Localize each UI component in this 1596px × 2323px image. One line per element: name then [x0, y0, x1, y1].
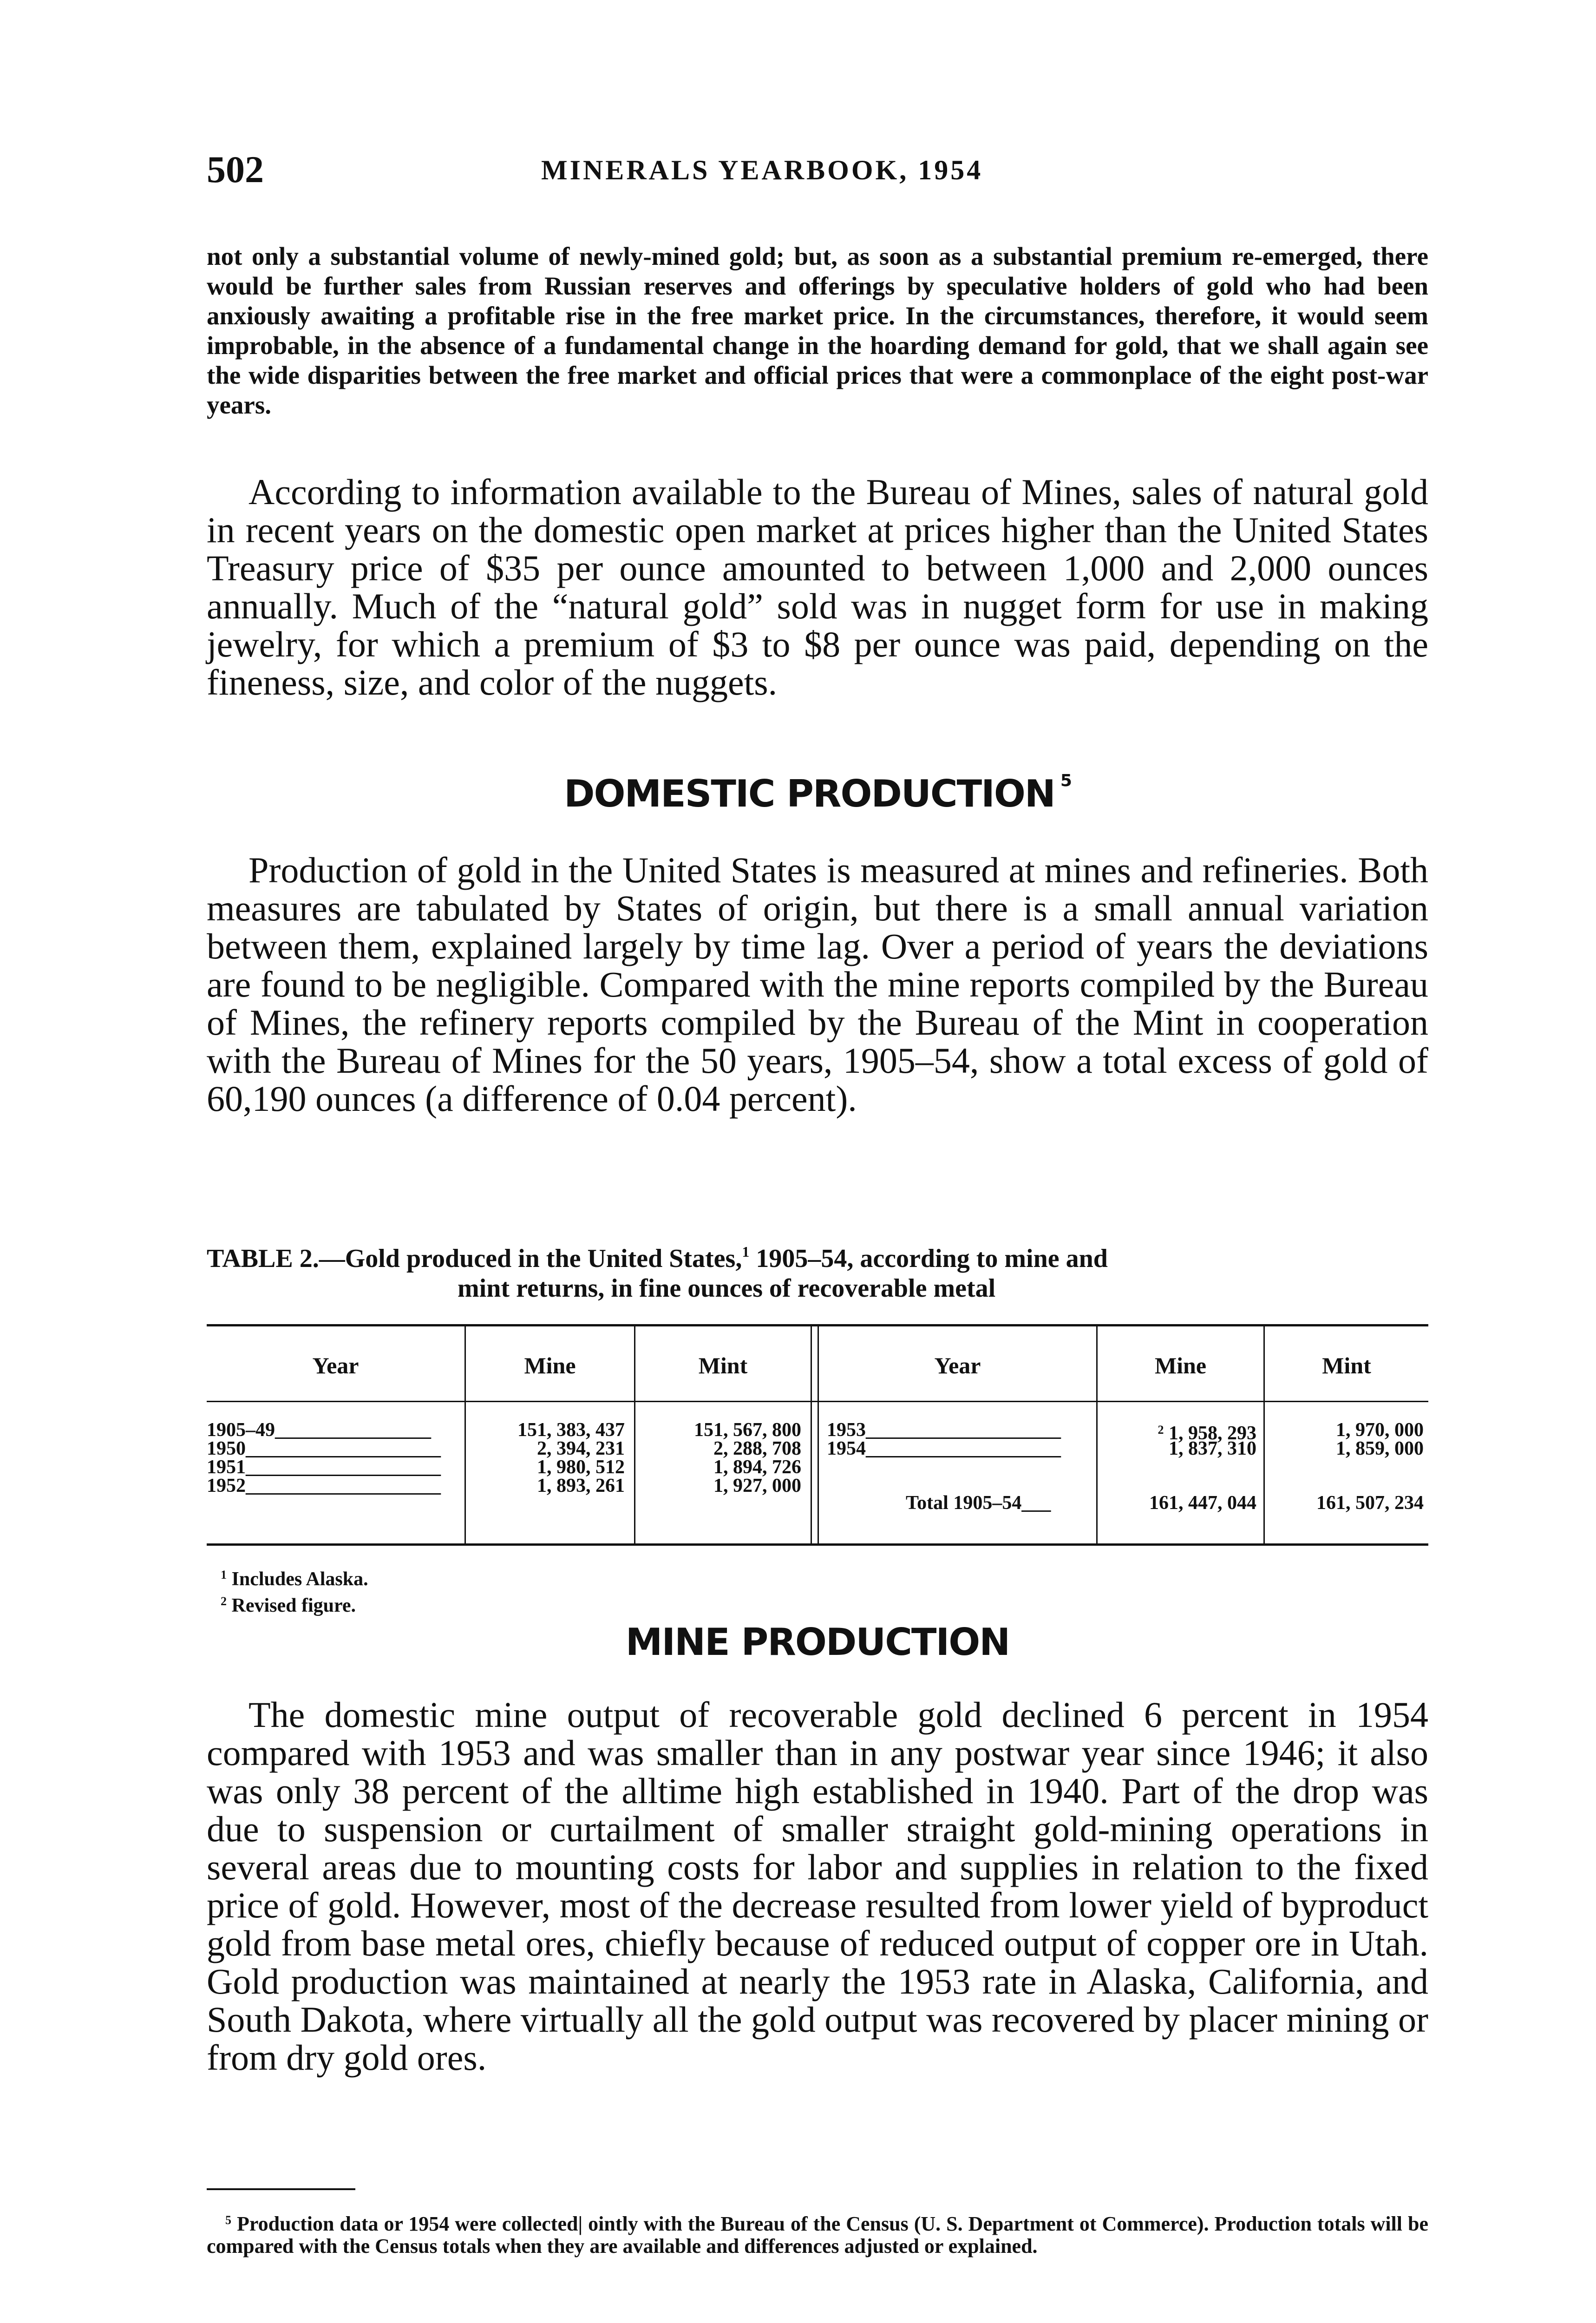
header-mint-left: Mint: [698, 1352, 748, 1378]
col-divider: [811, 1326, 812, 1543]
total-mint: 161, 507, 234: [1316, 1492, 1424, 1514]
total-label: Total 1905–54___: [906, 1492, 1051, 1514]
footnote-ref: 5: [225, 2213, 231, 2227]
mine-cell: 151, 383, 437: [517, 1419, 625, 1441]
bureau-paragraph: According to information available to the Bureau of Mines, sales of natural gold in recent years on the domestic open market at prices higher than the United States Treasury price of $35 per ounce amounted to between 1,000 and 2,000 ounces annually. Much of the “natural gold” sold was in nugget form for use in making jewelry, for which a premium of $3 to $8 per ounce was paid, depending on the fineness, size, and color of the nuggets.: [207, 472, 1428, 702]
header-year-left: Year: [312, 1352, 359, 1378]
domestic-production-title: DOMESTIC PRODUCTION: [564, 772, 1055, 815]
header-mine-right: Mine: [1154, 1352, 1207, 1378]
production-paragraph: Production of gold in the United States is measured at mines and refineries. Both measures are tabulated by States of origin, but there is a small annual variation between them, explained largely by time lag. Over a period of years the deviations are found to be negligible. Compared with the mine reports compiled by the Bureau of Mines, the refinery reports compiled by the Bureau of the Mint in cooperation with the Bureau of Mines for the 50 years, 1905–54, show a total excess of gold of 60,190 ounces (a difference of 0.04 percent).: [207, 850, 1428, 1119]
year-cell: 1905–49________________: [207, 1419, 431, 1441]
year-cell: 1950____________________: [207, 1438, 441, 1459]
intro-paragraph: not only a substantial volume of newly-mined gold; but, as soon as a substantial premium re-emerged, there would be further sales from Russian reserves and offerings by speculative holders of gold who had been anxiously awaiting a profitable rise in the free market price. In the circumstances, therefore, it would seem improbable, in the absence of a fundamental change in the hoarding demand for gold, that we shall again see the wide disparities between the free market and official prices that were a commonplace of the eight post-war years.: [207, 242, 1428, 419]
header-mint-right: Mint: [1322, 1352, 1371, 1378]
year-cell: 1953____________________: [827, 1419, 1061, 1441]
footnote: [207, 2209, 1428, 2257]
domestic-production-footnote-ref: 5: [1060, 771, 1071, 790]
total-mine: 161, 447, 044: [1149, 1492, 1256, 1514]
page-number: 502: [207, 148, 264, 190]
table-caption-ref: 1: [742, 1243, 750, 1260]
revised-figure-ref: 2: [1158, 1423, 1164, 1437]
mint-cell: 2, 288, 708: [713, 1438, 801, 1459]
mine-production-paragraph: The domestic mine output of recoverable gold declined 6 percent in 1954 compared with 1953 and was smaller than in any postwar year since 1946; it also was only 38 percent of the alltime high established in 1940. Part of the drop was due to suspension or curtailment of smaller straight gold-mining operations in several areas due to mounting costs for labor and supplies in relation to the fixed price of gold. However, most of the decrease resulted from lower yield of byproduct gold from base metal ores, chiefly because of reduced output of copper ore in Utah. Gold production was maintained at nearly the 1953 rate in Alaska, California, and South Dakota, where virtually all the gold output was recovered by placer mining or from dry gold ores.: [207, 1694, 1428, 2078]
mine-cell: 2, 394, 231: [537, 1438, 625, 1459]
domestic-production-heading: [207, 771, 1428, 815]
footnote-text: Production data or 1954 were collected| ointly with the Bureau of the Census (U. S. Department ot Commerce). Production totals will be compared with the Census totals when they are available and differences adjusted or explained.: [207, 2212, 1428, 2257]
mine-cell: $^2$ 1, 958, 293: [1158, 1423, 1256, 1444]
mine-production-title: MINE PRODUCTION: [625, 1621, 1010, 1664]
mine-production-heading: [207, 1621, 1428, 1664]
mint-cell: 1, 859, 000: [1336, 1438, 1424, 1459]
gold-production-table: [207, 1324, 1428, 1552]
table-bottom-rule: [207, 1543, 1428, 1546]
table-notes: [221, 1564, 368, 1617]
mine-cell: 1, 980, 512: [537, 1457, 625, 1478]
mine-cell: 1, 837, 310: [1169, 1438, 1256, 1459]
table-caption: [207, 1237, 1428, 1303]
header-year-right: Year: [934, 1352, 981, 1378]
table-note: $^2$ Revised figure.: [221, 1595, 356, 1616]
mint-cell: 1, 970, 000: [1336, 1419, 1424, 1441]
mine-cell: 1, 893, 261: [537, 1475, 625, 1496]
running-title: MINERALS YEARBOOK, 1954: [541, 155, 983, 185]
header-mine-left: Mine: [524, 1352, 576, 1378]
year-cell: 1951____________________: [207, 1457, 441, 1478]
mint-cell: 1, 927, 000: [713, 1475, 801, 1496]
running-header: [207, 148, 1428, 199]
table-note: $^1$ Includes Alaska.: [221, 1568, 368, 1590]
year-cell: 1952____________________: [207, 1475, 441, 1496]
year-cell: 1954____________________: [827, 1438, 1061, 1459]
footnote-rule: [207, 2188, 355, 2190]
mint-cell: 151, 567, 800: [694, 1419, 801, 1441]
mint-cell: 1, 894, 726: [713, 1457, 801, 1478]
table-caption-part2: 1905–54, according to mine and: [749, 1244, 1108, 1273]
table-caption-part1: TABLE 2.—Gold produced in the United States,: [207, 1244, 742, 1273]
table-caption-line2: mint returns, in fine ounces of recoverable metal: [458, 1274, 996, 1303]
